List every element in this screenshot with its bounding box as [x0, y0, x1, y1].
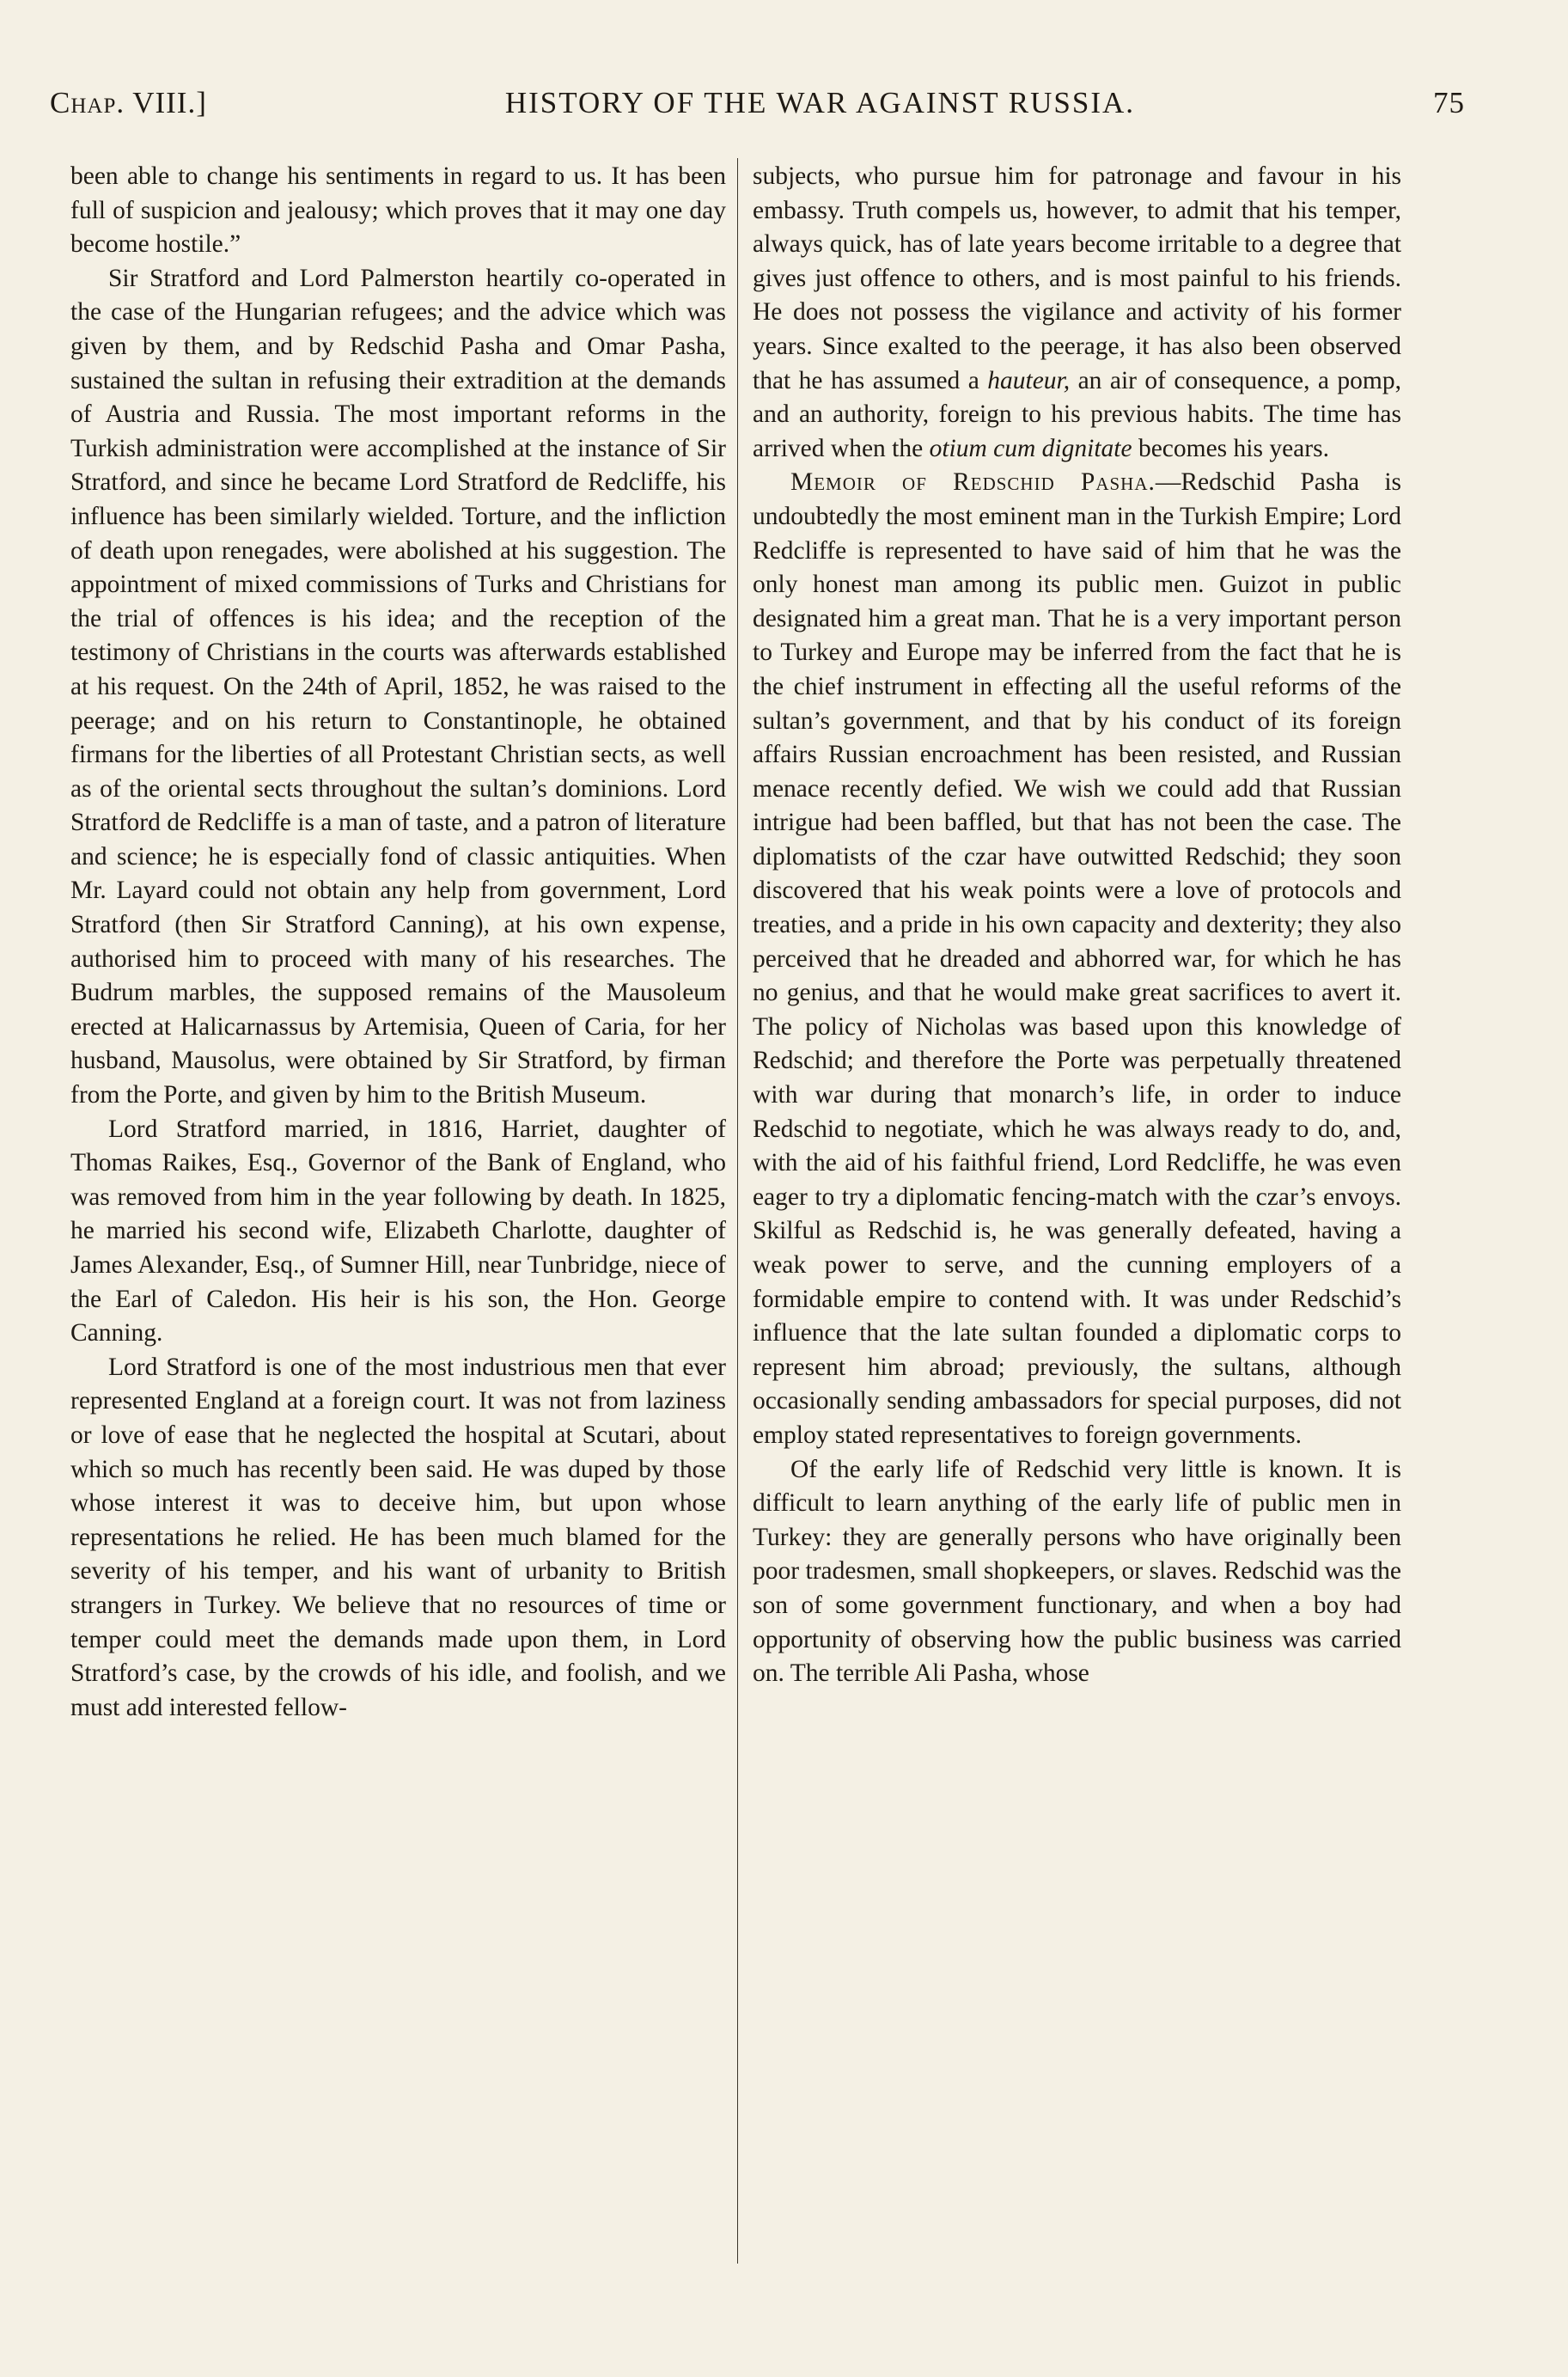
running-head — [50, 86, 1465, 127]
em-dash: — — [1155, 468, 1181, 497]
italic-hauteur: hauteur, — [987, 366, 1071, 394]
paragraph-early-life: Of the early life of Redschid very little is known. It is difficult to learn anything of the early life of public men in Turkey: they are generally persons who have originally been poor tradesmen, small shopkeepers, or slaves. Redschid was the son of some government functionary, and when a boy had opportunity of observing how the public business was carried on. The terrible Ali Pasha, whose — [753, 1455, 1401, 1688]
memoir-text: Redschid Pasha is undoubtedly the most eminent man in the Turkish Empire; Lord Redcliffe is represented to have said of him that he was the only honest man among its public men. Guizot in public designated him a great man. That he is a very important person to Turkey and Europe may be inferred from the fact that he is the chief instrument in effecting all the useful reforms of the sultan’s government, and that by his conduct of its foreign affairs Russian encroachment has been resisted, and Russian menace recently defied. We wish we could add that Russian intrigue had been baffled, but that has not been the case. The diplomatists of the czar have outwitted Redschid; they soon discovered that his weak points were a love of protocols and treaties, and a pride in his own capacity and dexterity; they also perceived that he dreaded and abhorred war, for which he has no genius, and that he would make great sacrifices to avert it. The policy of Nicholas was based upon this knowledge of Redschid; and therefore the Porte was perpetually threatened with war during that monarch’s life, in order to induce Redschid to negotiate, which he was always ready to do, and, with the aid of his faithful friend, Lord Redcliffe, he was even eager to try a diplomatic fencing-match with the czar’s envoys. Skilful as Redschid is, he was generally defeated, having a weak power to serve, and the cunning employers of a formidable empire to contend with. It was under Redschid’s influence that the late sultan founded a diplomatic corps to represent him abroad; previously, the sultans, although occasionally sending ambassadors for special purposes, did not employ stated representatives to foreign governments. — [753, 468, 1401, 1449]
paragraph-memoir — [753, 466, 1401, 1452]
running-title: HISTORY OF THE WAR AGAINST RUSSIA. — [504, 86, 1135, 119]
left-column — [70, 160, 726, 1725]
text-segment: an air of consequence, a pomp, and an authority, foreign to his previous habits. The time has arrived when the — [753, 366, 1402, 462]
paragraph-industrious: Lord Stratford is one of the most industrious men that ever represented England at a foreign court. It was not from laziness or love of ease that he neglected the hospital at Scutari, about which so much has recently been said. He was duped by those whose interest it was to deceive him, but upon whose representations he relied. He has been much blamed for the severity of his temper, and his want of urbanity to British strangers in Turkey. We believe that no resources of time or temper could meet the demands made upon them, in Lord Stratford’s case, by the crowds of his idle, and foolish, and we must add interested fellow- — [70, 1353, 726, 1721]
page-number: 75 — [1433, 86, 1465, 119]
paragraph-subjects — [753, 160, 1401, 466]
text-segment: becomes his years. — [1138, 434, 1329, 462]
text-segment: subjects, who pursue him for patronage and favour in his embassy. Truth compels us, however, to admit that his temper, always quick, has of late years become irritable to a degree that gives just offence to others, and is most painful to his friends. He does not possess the vigilance and activity of his former years. Since exalted to the peerage, it has also been observed that he has assumed a — [753, 162, 1401, 394]
paragraph-hungarian-refugees: Sir Stratford and Lord Palmerston heartily co-operated in the case of the Hungarian refugees; and the advice which was given by them, and by Redschid Pasha and Omar Pasha, sustained the sultan in refusing their extradition at the demands of Austria and Russia. The most important reforms in the Turkish administration were accomplished at the instance of Sir Stratford, and since he became Lord Stratford de Redcliffe, his influence has been similarly wielded. Torture, and the infliction of death upon renegades, were abolished at his suggestion. The appointment of mixed commissions of Turks and Christians for the trial of offences is his idea; and the reception of the testimony of Christians in the courts was afterwards established at his request. On the 24th of April, 1852, he was raised to the peerage; and on his return to Constantinople, he obtained firmans for the liberties of all Protestant Christian sects, as well as of the oriental sects throughout the sultan’s dominions. Lord Stratford de Redcliffe is a man of taste, and a patron of literature and science; he is especially fond of classic antiquities. When Mr. Layard could not obtain any help from government, Lord Stratford (then Sir Stratford Canning), at his own expense, authorised him to proceed with many of his researches. The Budrum marbles, the supposed remains of the Mausoleum erected at Halicarnassus by Artemisia, Queen of Caria, for her husband, Mausolus, were obtained by Sir Stratford, by firman from the Porte, and given by him to the British Museum. — [70, 264, 726, 1109]
paragraph-continued: been able to change his sentiments in regard to us. It has been full of suspicion and jealousy; which proves that it may one day become hostile.” — [70, 162, 726, 259]
italic-otium: otium cum dignitate — [929, 434, 1132, 462]
chapter-label: Chap. VIII.] — [50, 86, 207, 119]
column-divider — [737, 158, 738, 2264]
right-column — [753, 160, 1401, 1691]
section-heading: Memoir of Redschid Pasha. — [790, 468, 1156, 497]
paragraph-marriage: Lord Stratford married, in 1816, Harriet, daughter of Thomas Raikes, Esq., Governor of the Bank of England, who was removed from him in the year following by death. In 1825, he married his second wife, Elizabeth Charlotte, daughter of James Alexander, Esq., of Sumner Hill, near Tunbridge, niece of the Earl of Caledon. His heir is his son, the Hon. George Canning. — [70, 1115, 726, 1347]
